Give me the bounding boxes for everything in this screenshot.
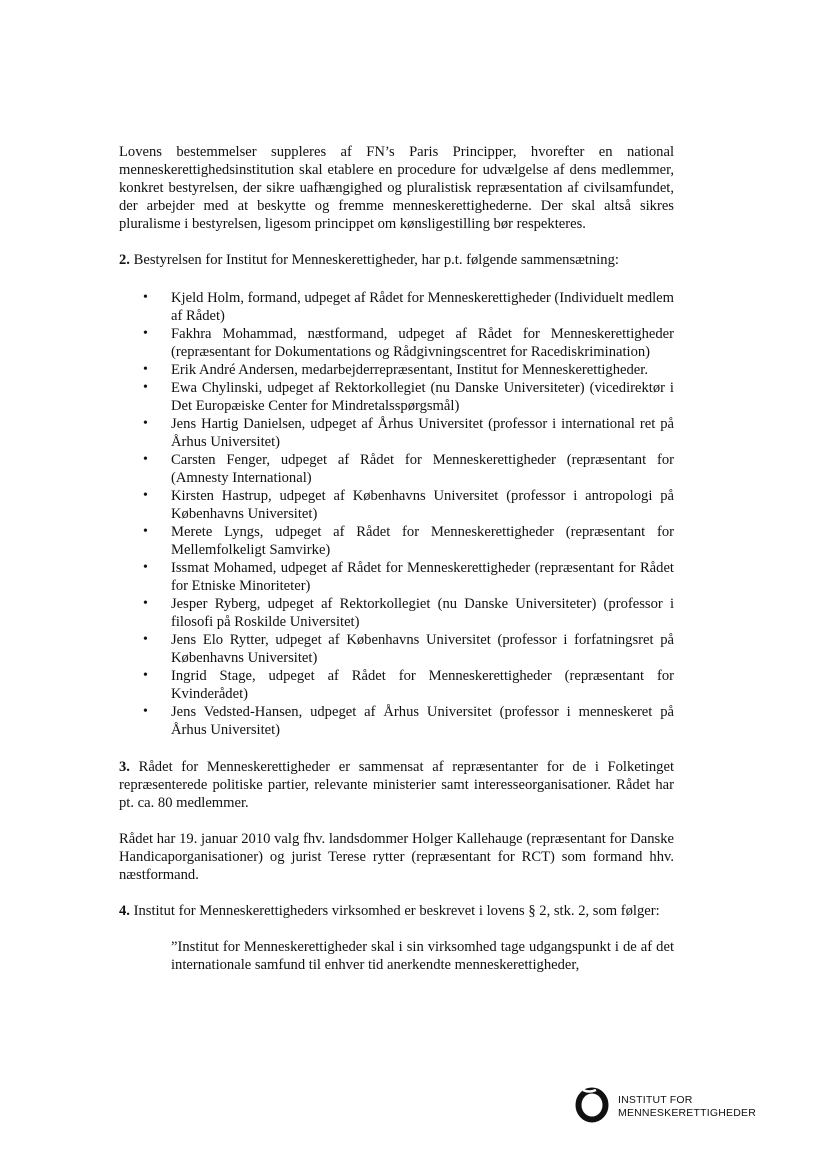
board-member-item <box>119 415 674 451</box>
logo-line-1: INSTITUT FOR <box>618 1094 693 1106</box>
section-2-text: Bestyrelsen for Institut for Menneskerettigheder, har p.t. følgende sammensætning: <box>129 252 619 268</box>
board-members-list <box>119 289 674 739</box>
board-member-item <box>119 667 674 703</box>
bullet-icon: • <box>143 704 148 719</box>
board-member-text: Ewa Chylinski, udpeget af Rektorkollegiet (nu Danske Universiteter) (vicedirektør i Det Europæiske Center for Mindretalsspørgsmål) <box>171 380 674 414</box>
section-4-number: 4. <box>119 903 130 919</box>
bullet-icon: • <box>143 488 148 503</box>
bullet-icon: • <box>143 524 148 539</box>
ring-logo-icon <box>575 1087 609 1123</box>
board-member-item <box>119 379 674 415</box>
section-4-paragraph <box>119 902 674 920</box>
board-member-text: Fakhra Mohammad, næstformand, udpeget af Rådet for Menneskerettigheder (repræsentant for Dokumentations og Rådgivningscentret for Racediskrimination) <box>171 326 674 360</box>
section-2-heading <box>119 251 674 269</box>
logo-wordmark <box>618 1094 756 1120</box>
intro-paragraph: Lovens bestemmelser suppleres af FN’s Paris Principper, hvorefter en national menneskerettighedsinstitution skal etablere en procedure for udvælgelse af dens medlemmer, konkret bestyrelsen, der sikre uafhængighed og pluralistisk repræsentation af civilsamfundet, der arbejder med at beskytte og fremme menneskerettighederne. Der skal altså sikres pluralisme i bestyrelsen, ligesom princippet om kønsligestilling bør respekteres. <box>119 144 674 232</box>
board-member-item <box>119 703 674 739</box>
board-member-item <box>119 487 674 523</box>
bullet-icon: • <box>143 596 148 611</box>
board-member-item <box>119 559 674 595</box>
board-member-item <box>119 595 674 631</box>
bullet-icon: • <box>143 668 148 683</box>
document-body <box>119 143 674 974</box>
board-member-item <box>119 325 674 361</box>
bullet-icon: • <box>143 380 148 395</box>
board-member-item <box>119 631 674 667</box>
bullet-icon: • <box>143 416 148 431</box>
section-3-text: Rådet for Menneskerettigheder er sammensat af repræsentanter for de i Folketinget repræsenterede politiske partier, relevante ministerier samt interesseorganisationer. Rådet har pt. ca. 80 medlemmer. <box>119 759 674 811</box>
board-member-text: Jesper Ryberg, udpeget af Rektorkollegiet (nu Danske Universiteter) (professor i filosofi på Roskilde Universitet) <box>171 596 674 630</box>
board-member-text: Carsten Fenger, udpeget af Rådet for Menneskerettigheder (repræsentant for (Amnesty International) <box>171 452 674 486</box>
board-member-item <box>119 523 674 559</box>
board-member-text: Kjeld Holm, formand, udpeget af Rådet for Menneskerettigheder (Individuelt medlem af Rådet) <box>171 290 674 324</box>
bullet-icon: • <box>143 326 148 341</box>
council-election-paragraph: Rådet har 19. januar 2010 valg fhv. landsdommer Holger Kallehauge (repræsentant for Danske Handicaporganisationer) og jurist Terese rytter (repræsentant for RCT) som formand hhv. næstformand. <box>119 831 674 883</box>
section-3-number: 3. <box>119 759 130 775</box>
bullet-icon: • <box>143 632 148 647</box>
bullet-icon: • <box>143 362 148 377</box>
board-member-text: Jens Vedsted-Hansen, udpeget af Århus Universitet (professor i menneskeret på Århus Universitet) <box>171 704 674 738</box>
board-member-text: Ingrid Stage, udpeget af Rådet for Menneskerettigheder (repræsentant for Kvinderådet) <box>171 668 674 702</box>
bullet-icon: • <box>143 452 148 467</box>
bullet-icon: • <box>143 560 148 575</box>
board-member-text: Issmat Mohamed, udpeget af Rådet for Menneskerettigheder (repræsentant for Rådet for Etniske Minoriteter) <box>171 560 674 594</box>
bullet-icon: • <box>143 290 148 305</box>
section-4-text: Institut for Menneskerettigheders virksomhed er beskrevet i lovens § 2, stk. 2, som følger: <box>129 903 660 919</box>
board-member-item <box>119 361 674 379</box>
section-3-paragraph <box>119 758 674 812</box>
board-member-text: Erik André Andersen, medarbejderrepræsentant, Institut for Menneskerettigheder. <box>171 362 648 378</box>
logo-line-2: MENNESKERETTIGHEDER <box>618 1107 756 1119</box>
board-member-text: Jens Elo Rytter, udpeget af Københavns Universitet (professor i forfatningsret på Københavns Universitet) <box>171 632 674 666</box>
law-quote: ”Institut for Menneskerettigheder skal i sin virksomhed tage udgangspunkt i de af det internationale samfund til enhver tid anerkendte menneskerettigheder, <box>171 939 674 973</box>
board-member-text: Jens Hartig Danielsen, udpeget af Århus Universitet (professor i international ret på Århus Universitet) <box>171 416 674 450</box>
board-member-text: Merete Lyngs, udpeget af Rådet for Menneskerettigheder (repræsentant for Mellemfolkeligt Samvirke) <box>171 524 674 558</box>
board-member-item <box>119 451 674 487</box>
section-2-number: 2. <box>119 252 130 268</box>
board-member-item <box>119 289 674 325</box>
institute-logo <box>575 1087 775 1127</box>
board-member-text: Kirsten Hastrup, udpeget af Københavns Universitet (professor i antropologi på Københavns Universitet) <box>171 488 674 522</box>
